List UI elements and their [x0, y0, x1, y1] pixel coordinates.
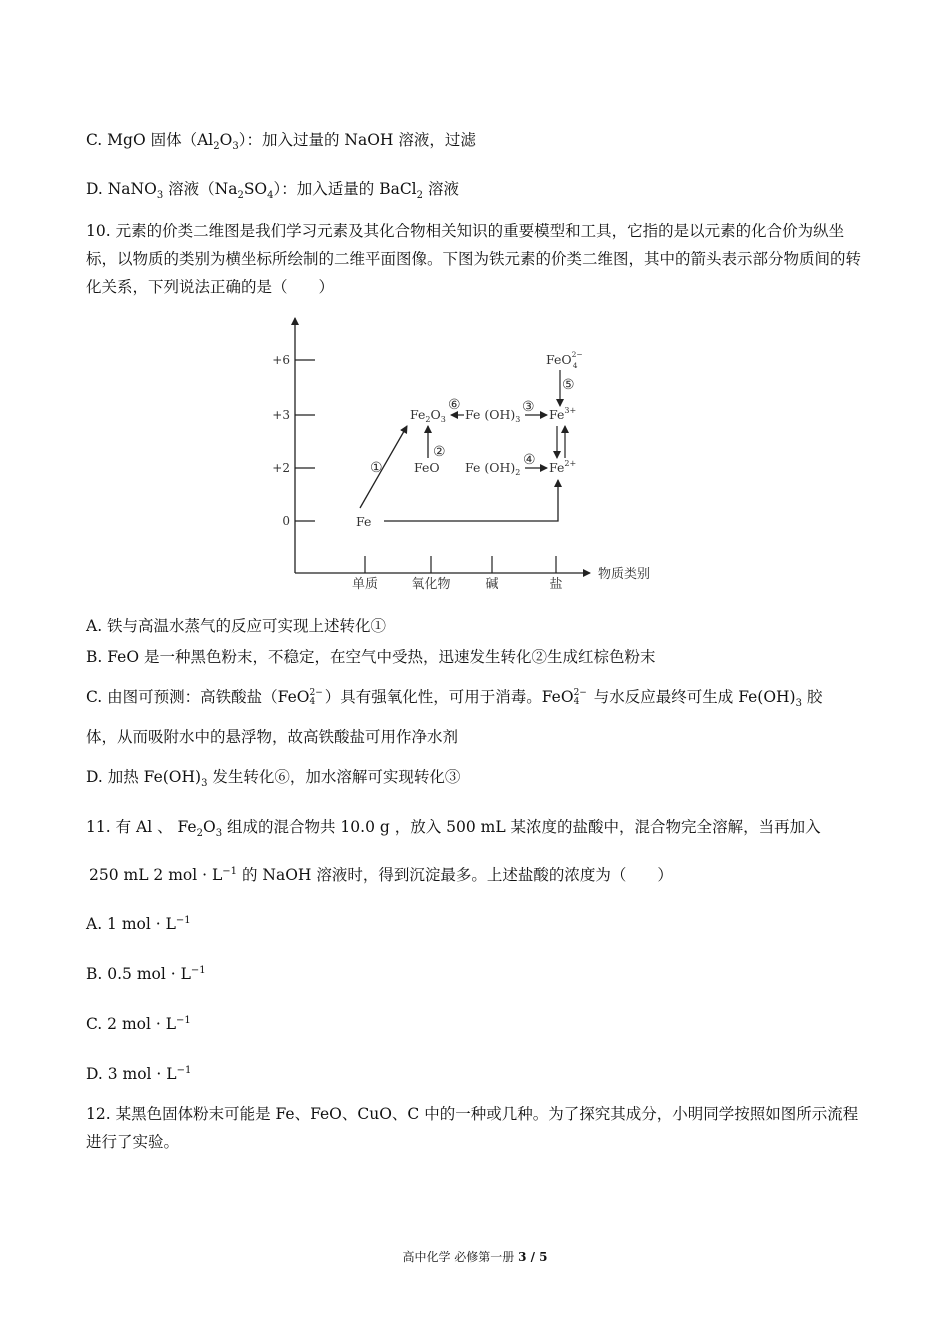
q10-option-d: D. 加热 $Fe(OH)_3$ 发生转化⑥，加水溶解可实现转化③ [86, 768, 461, 790]
species-feo4: FeO$^{2-}$ 4 [546, 350, 583, 370]
x-axis-label: 物质类别 [598, 567, 651, 582]
y-tick-label-plus3: +3 [272, 408, 290, 422]
arrow-1 [360, 426, 407, 508]
marker-5: ⑤ [562, 377, 575, 393]
q11-option-a: A. 1 mol · $L^{-1}$ [86, 914, 191, 933]
x-tick-label-oxide: 氧化物 [411, 577, 451, 590]
marker-1: ① [370, 460, 383, 476]
species-fe3plus: $Fe^{3+}$ [549, 406, 577, 422]
q11-option-b: B. 0.5 mol · $L^{-1}$ [86, 964, 206, 983]
q11-stem-line2: 250 mL 2 mol · $L^{-1}$ 的 NaOH 溶液时，得到沉淀最多。上述盐酸的浓度为（ ） [89, 865, 673, 884]
species-fe2o3: $Fe_2O_3$ [410, 407, 446, 424]
q10-option-c: C. 由图可预测：高铁酸盐（FeO 2− 4 ）具有强氧化性，可用于消毒。FeO 2− 4 与水反应最终可生成 $Fe(OH)_3$ 胶 [86, 688, 823, 710]
q11-option-d: D. 3 mol · $L^{-1}$ [86, 1064, 192, 1083]
species-feoh2: Fe $(OH)_2$ [465, 460, 521, 477]
y-tick-label-plus6: +6 [272, 353, 290, 367]
x-tick-label-elemental: 单质 [351, 577, 379, 590]
species-feo: FeO [414, 460, 440, 475]
arrow-fe-to-fe2 [384, 480, 558, 521]
y-tick-label-0: 0 [282, 514, 290, 528]
x-tick-label-salt: 盐 [549, 577, 563, 590]
species-fe: Fe [356, 514, 372, 529]
species-fe2plus: $Fe^{2+}$ [549, 459, 577, 475]
page-number: 3 / 5 [518, 1250, 548, 1264]
q10-option-c-cont: 体，从而吸附水中的悬浮物，故高铁酸盐可用作净水剂 [86, 728, 459, 746]
marker-4: ④ [523, 452, 536, 468]
q11-option-c: C. 2 mol · $L^{-1}$ [86, 1014, 191, 1033]
footer-title: 高中化学 必修第一册 [402, 1250, 519, 1264]
q10-option-a: A. 铁与高温水蒸气的反应可实现上述转化① [86, 617, 387, 635]
q10-option-b: B. FeO 是一种黑色粉末，不稳定，在空气中受热，迅速发生转化②生成红棕色粉末 [86, 648, 656, 666]
y-tick-label-plus2: +2 [272, 461, 290, 475]
marker-2: ② [433, 444, 446, 460]
q9-option-c: C. MgO 固体$(Al_2O_3)$：加入过量的 NaOH 溶液，过滤 [86, 131, 476, 153]
q10-stem: 10. 元素的价类二维图是我们学习元素及其化合物相关知识的重要模型和工具，它指的是以元素的化合价为纵坐标，以物质的类别为横坐标所绘制的二维平面图像。下图为铁元素的价类二维图，其中的箭头表示部分物质间的转化关系，下列说法正确的是（ ） [86, 222, 862, 296]
page-footer [0, 1248, 950, 1265]
marker-3: ③ [522, 399, 535, 415]
species-feoh3: Fe $(OH)_3$ [465, 407, 521, 424]
marker-6: ⑥ [448, 397, 461, 413]
iron-valence-category-diagram [260, 308, 680, 590]
q9-option-d: D. NaNO$_3$ 溶液$(Na_2SO_4)$：加入适量的 BaCl$_2$ 溶液 [86, 180, 459, 202]
q12-stem: 12. 某黑色固体粉末可能是 Fe、FeO、CuO、C 中的一种或几种。为了探究其成分，小明同学按照如图所示流程进行了实验。 [86, 1105, 859, 1151]
x-tick-label-base: 碱 [485, 577, 499, 590]
q11-stem-line1: 11. 有 Al 、 $Fe_2O_3$ 组成的混合物共 10.0 g ，放入 500 mL 某浓度的盐酸中，混合物完全溶解，当再加入 [86, 818, 821, 840]
